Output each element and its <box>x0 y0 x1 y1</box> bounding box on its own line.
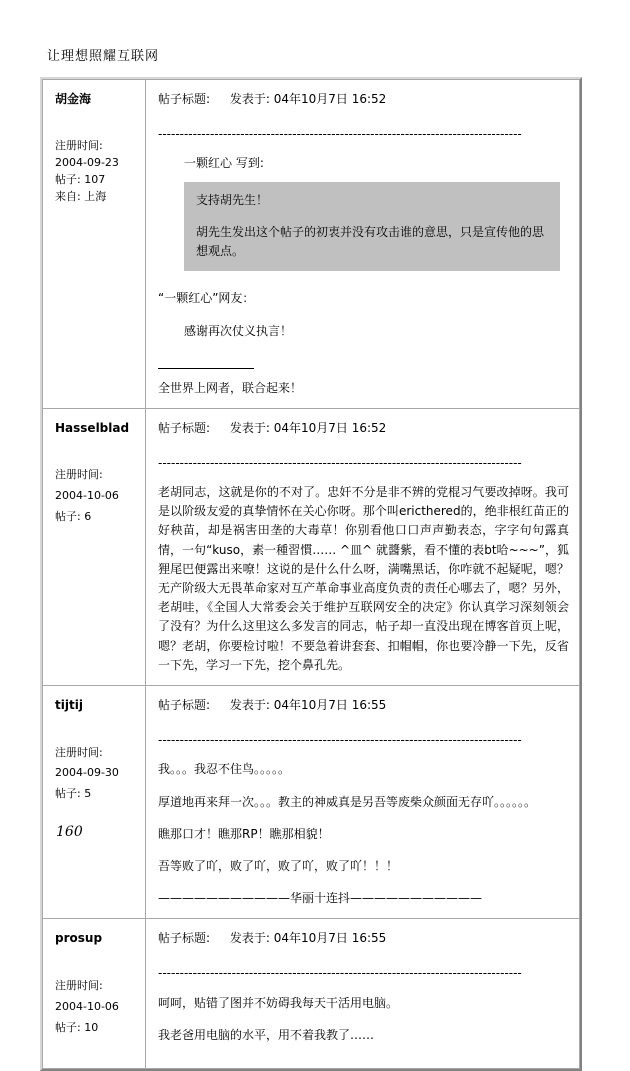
post-text: 我。。。我忍不住鸟。。。。。 <box>158 762 291 777</box>
post-body-panel <box>146 685 580 918</box>
reg-time-label: 注册时间: <box>55 978 103 992</box>
post-row <box>43 408 580 685</box>
dashed-separator: ------------------------------------------------------------------------------------ <box>158 966 522 981</box>
post-author-panel <box>43 408 146 685</box>
author-info <box>55 465 139 528</box>
author-location: 来自: 上海 <box>55 189 107 203</box>
page-number: 160 <box>56 824 83 840</box>
author-info <box>55 137 139 205</box>
reply-addressee: “一颗红心”网友： <box>158 291 255 306</box>
reg-date: 2004-10-06 <box>55 999 119 1013</box>
signature-shake-line: ———————————华丽十连抖——————————— <box>158 891 483 906</box>
author-name: Hasselblad <box>55 420 130 435</box>
post-body-panel <box>146 408 580 685</box>
post-title-label: 帖子标题: <box>158 420 211 435</box>
quote-text: 胡先生发出这个帖子的初衷并没有攻击谁的意思，只是宣传他的思想观点。 <box>196 224 545 258</box>
post-author-panel <box>43 80 146 409</box>
post-title-line <box>158 419 569 438</box>
post-date: 发表于: 04年10月7日 16:55 <box>229 697 387 712</box>
post-row <box>43 80 580 409</box>
signature-divider <box>158 368 254 369</box>
post-date: 发表于: 04年10月7日 16:55 <box>229 931 387 946</box>
post-body-panel <box>146 919 580 1069</box>
post-date: 发表于: 04年10月7日 16:52 <box>229 92 387 106</box>
post-text: 厚道地再来拜一次。。。教主的神威真是另吾等废柴众颜面无存吖。。。。。。 <box>158 794 537 809</box>
author-name: prosup <box>55 931 103 946</box>
reg-date: 2004-09-23 <box>55 155 119 169</box>
quote-box <box>184 182 560 272</box>
dashed-separator: ------------------------------------------------------------------------------------ <box>158 127 522 142</box>
reg-date: 2004-09-30 <box>55 766 119 780</box>
post-row <box>43 919 580 1069</box>
author-name: tijtij <box>55 697 83 712</box>
author-info <box>55 743 139 806</box>
post-author-panel <box>43 685 146 918</box>
post-count: 帖子: 10 <box>55 1020 99 1034</box>
post-title-label: 帖子标题: <box>158 92 211 106</box>
dashed-separator: ------------------------------------------------------------------------------------ <box>158 733 522 748</box>
post-title-line <box>158 696 569 715</box>
signature-text: 全世界上网者，联合起来！ <box>158 380 303 395</box>
post-author-panel <box>43 919 146 1069</box>
post-title-line <box>158 929 569 948</box>
author-name: 胡金海 <box>55 92 92 106</box>
post-text: 吾等败了吖，败了吖，败了吖，败了吖！！！ <box>158 858 399 873</box>
post-text: 老胡同志，这就是你的不对了。忠奸不分是非不辨的党棍习气要改掉呀。我可是以阶级友爱的真挚情怀在关心你呀。那个叫ericthered的，绝非根红苗正的好秧苗，却是祸害田垄的大毒草！你别看他口口声声勤表态，字字句句露真情，一句“kuso，素一種習慣…… ^皿^ 就醬紫，看不懂的表bt哈~~~”，狐狸尾巴便露出来嘹！这说的是什么什么呀，满嘴黑话，你咋就不起疑呢，嗯？无产阶级大无畏革命家对互产革命事业高度负责的责任心哪去了，嗯？另外，老胡哇，《全国人大常委会关于维护互联网安全的决定》你认真学习深刻领会了没有？为什么这里这么多发言的同志，帖子却一直没出现在博客首页上呢，嗯？老胡，你要检讨啦！不要急着讲套套、扣帽帽，你也要冷静一下先，反省一下先，学习一下先，挖个鼻孔先。 <box>158 485 569 672</box>
post-title-line <box>158 90 569 109</box>
forum-posts-table <box>40 77 582 1071</box>
post-count: 帖子: 5 <box>55 787 92 801</box>
reg-date: 2004-10-06 <box>55 489 119 503</box>
post-count: 帖子: 107 <box>55 172 106 186</box>
author-info <box>55 976 139 1039</box>
post-date: 发表于: 04年10月7日 16:52 <box>229 420 387 435</box>
post-text: 瞧那口才！瞧那RP！瞧那相貌！ <box>158 826 330 841</box>
dashed-separator: ------------------------------------------------------------------------------------ <box>158 455 522 470</box>
post-text: 感谢再次仗义执言！ <box>184 324 293 339</box>
post-count: 帖子: 6 <box>55 510 92 524</box>
post-text: 我老爸用电脑的水平，用不着我教了…… <box>158 1027 375 1042</box>
quote-intro: 一颗红心 写到: <box>184 156 264 171</box>
reg-time-label: 注册时间: <box>55 468 103 482</box>
reg-time-label: 注册时间: <box>55 138 103 152</box>
post-title-label: 帖子标题: <box>158 697 211 712</box>
page-header-title: 让理想照耀互联网 <box>47 49 160 64</box>
post-title-label: 帖子标题: <box>158 931 211 946</box>
post-body-panel <box>146 80 580 409</box>
reg-time-label: 注册时间: <box>55 745 103 759</box>
post-text: 呵呵，贴错了图并不妨碍我每天干活用电脑。 <box>158 995 399 1010</box>
post-row <box>43 685 580 918</box>
quote-text: 支持胡先生！ <box>196 192 269 207</box>
